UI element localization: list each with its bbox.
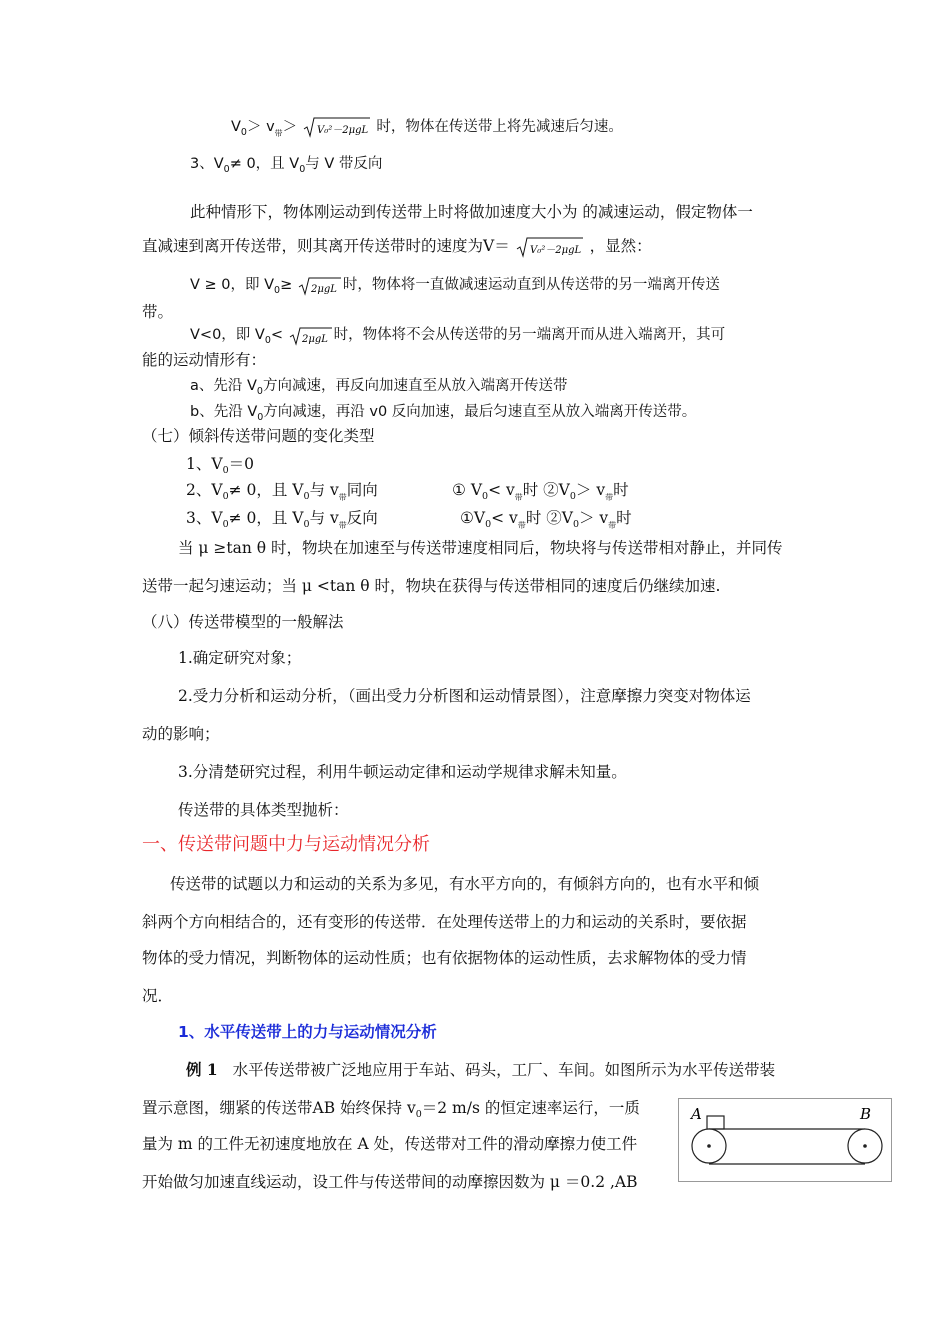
conveyor-belt-svg bbox=[679, 1099, 891, 1181]
section-heading: （八）传送带模型的一般解法 bbox=[142, 613, 344, 631]
label-a: A bbox=[691, 1105, 702, 1123]
text-line: 置示意图，绷紧的传送带AB 始终保持 $v_0=2$ m/s 的恒定速率运行，一质 bbox=[142, 1099, 640, 1120]
text-line: $V_0> v_带>$ V₀²－2μgL 时，物体在传送带上将先减速后匀速。 bbox=[231, 116, 623, 138]
text-line: 能的运动情形有： bbox=[142, 351, 267, 369]
text-line: 斜两个方向相结合的，还有变形的传送带．在处理传送带上的力和运动的关系时，要依据 bbox=[142, 913, 747, 931]
text-line: 3.分清楚研究过程，利用牛顿运动定律和运动学规律求解未知量。 bbox=[178, 763, 627, 781]
text-line: 2.受力分析和运动分析，（画出受力分析图和运动情景图），注意摩擦力突变对物体运 bbox=[178, 687, 751, 705]
text-line: 当 μ ≥tan θ 时，物块在加速至与传送带速度相同后，物块将与传送带相对静止，并同传 bbox=[178, 539, 783, 557]
svg-text:2μgL: 2μgL bbox=[301, 334, 328, 345]
label-b: B bbox=[860, 1105, 872, 1123]
text-line: 况． bbox=[142, 987, 174, 1005]
conveyor-belt-diagram bbox=[678, 1098, 892, 1182]
text-line: V<0，即 $V_0<$ 2μgL 时，物体将不会从传送带的另一端离开而从进入端离开，其可 bbox=[190, 324, 725, 346]
sqrt-expression bbox=[302, 116, 372, 138]
example-label: 例 1 bbox=[186, 1060, 218, 1079]
text-line: 例 1 水平传送带被广泛地应用于车站、码头，工厂、车间。如图所示为水平传送带装 bbox=[186, 1060, 776, 1079]
text-line: 带。 bbox=[142, 303, 174, 321]
text-line: ① $V_0< v_带$时 $②V_0> v_带$时 bbox=[452, 481, 629, 502]
text-line: 物体的受力情况，判断物体的运动性质；也有依据物体的运动性质，去求解物体的受力情 bbox=[142, 949, 747, 967]
text-line: V ≥ 0，即 $V_0\ge$ 2μgL 时，物体将一直做减速运动直到从传送带的另一端离开传送 bbox=[190, 274, 720, 296]
text-line: 1、$V_0=0$ bbox=[186, 455, 254, 476]
text-line: 动的影响； bbox=[142, 725, 220, 743]
subsection-heading: 1、水平传送带上的力与运动情况分析 bbox=[178, 1023, 437, 1041]
pulley-right-center bbox=[863, 1144, 867, 1148]
text-line: a、先沿 $V_0$方向减速，再反向加速直至从放入端离开传送带 bbox=[190, 378, 568, 397]
text-line: b、先沿 $V_0$方向减速，再沿 v0 反向加速，最后匀速直至从放入端离开传送带。 bbox=[190, 404, 697, 423]
pulley-left-center bbox=[707, 1144, 711, 1148]
text-line: $①V_0< v_带$时 $②V_0> v_带$时 bbox=[460, 509, 632, 530]
svg-text:V₀²－2μgL: V₀²－2μgL bbox=[529, 245, 581, 256]
workpiece-block bbox=[707, 1116, 724, 1129]
text-line: 量为 m 的工件无初速度地放在 A 处，传送带对工件的滑动摩擦力使工件 bbox=[142, 1135, 638, 1153]
text-line: 此种情形下，物体刚运动到传送带上时将做加速度大小为 的减速运动，假定物体一 bbox=[190, 203, 753, 221]
section-heading: （七）倾斜传送带问题的变化类型 bbox=[142, 427, 375, 445]
svg-text:V₀²－2μgL: V₀²－2μgL bbox=[316, 125, 368, 136]
sqrt-expression bbox=[515, 236, 585, 258]
text-line: 1.确定研究对象； bbox=[178, 649, 302, 667]
text-line: 3、$V_0\ne 0$，且 $V_0$与 V 带反向 bbox=[190, 156, 383, 175]
text-line: 传送带的具体类型抛析： bbox=[178, 801, 349, 819]
text-line: 送带一起匀速运动；当 μ <tan θ 时，物块在获得与传送带相同的速度后仍继续加速. bbox=[142, 577, 721, 595]
sqrt-expression bbox=[288, 324, 334, 346]
chapter-heading: 一、传送带问题中力与运动情况分析 bbox=[142, 834, 430, 855]
sqrt-expression bbox=[297, 274, 343, 296]
text-line: 传送带的试题以力和运动的关系为多见，有水平方向的，有倾斜方向的，也有水平和倾 bbox=[170, 875, 760, 893]
text-line: 直减速到离开传送带，则其离开传送带时的速度为V＝ V₀²－2μgL ，显然： bbox=[142, 237, 652, 256]
text-line: 2、$V_0\ne 0$，且 $V_0$与 $v_带$同向 bbox=[186, 481, 378, 502]
text-line: 3、$V_0\ne 0$，且 $V_0$与 $v_带$反向 bbox=[186, 509, 378, 530]
text-line: 开始做匀加速直线运动，设工件与传送带间的动摩擦因数为 μ ＝0.2 ,AB bbox=[142, 1173, 638, 1191]
svg-text:2μgL: 2μgL bbox=[310, 284, 337, 295]
